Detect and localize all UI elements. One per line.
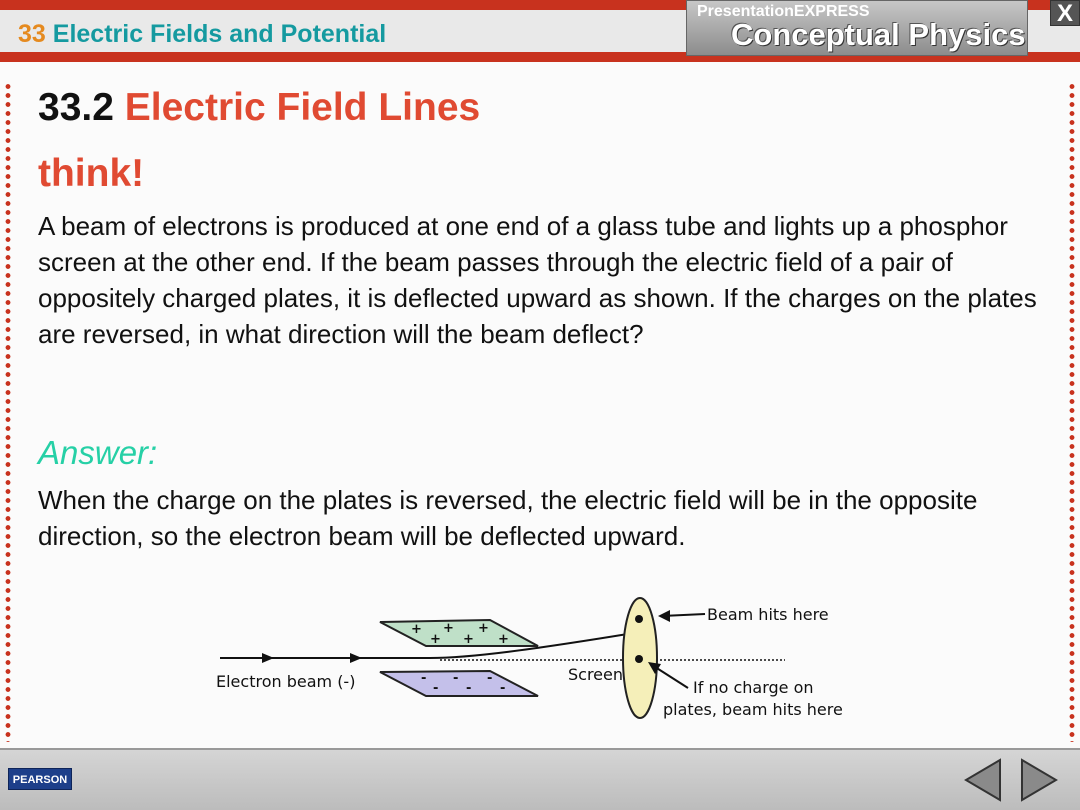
chapter-title [18,20,386,49]
pearson-logo: PEARSON [8,768,72,790]
close-button[interactable]: X [1050,0,1080,26]
section-number: 33.2 [38,86,114,129]
beam-hit-dot [635,615,643,623]
question-text: A beam of electrons is produced at one end of a glass tube and lights up a phosphor screen at the other end. If the beam passes through the electric field of a pair of oppositely charged plates, it is deflected upward as shown. If the charges on the plates are reversed, in what direction will the beam deflect? [38,211,1037,349]
no-charge-label-line1: If no charge on [693,678,814,697]
slide-content [0,62,1080,748]
negative-plate [380,671,538,696]
plus-sign: + [443,621,454,636]
minus-sign: - [433,681,439,696]
footer-bar [0,748,1080,810]
brand-logo [686,0,1028,56]
no-charge-hit-dot [635,655,643,663]
beam-arrow-icon [262,653,274,663]
plus-sign: + [478,621,489,636]
right-dotted-border [1069,82,1075,742]
minus-sign: - [487,671,493,686]
previous-slide-button[interactable] [962,758,1004,802]
slide-title [38,86,480,130]
electron-beam-diagram [200,590,880,730]
minus-sign: - [453,671,459,686]
beam-arrow-icon [350,653,362,663]
plus-sign: + [463,632,474,647]
chapter-name: Electric Fields and Potential [52,20,387,48]
answer-text: When the charge on the plates is reversed, the electric field will be in the opposite direction, so the electron beam will be deflected upward. [38,485,978,551]
section-title: Electric Field Lines [124,86,481,129]
plus-sign: + [411,622,422,637]
positive-plate [380,620,538,646]
brand-title: Conceptual Physics [731,17,1026,52]
no-charge-label-line2: plates, beam hits here [663,700,843,719]
minus-sign: - [421,671,427,686]
brand-bold: EXPRESS [793,3,870,20]
think-label: think! [38,152,145,195]
minus-sign: - [466,681,472,696]
next-slide-button[interactable] [1018,758,1060,802]
chapter-number: 33 [18,20,46,48]
plus-sign: + [430,632,441,647]
screen-label: Screen [568,665,624,684]
triangle-left-icon [966,760,1000,800]
brand-prefix: Presentation [697,3,794,20]
electron-beam-label: Electron beam (-) [216,672,356,691]
answer-label: Answer: [38,434,158,471]
beam-hits-label: Beam hits here [707,605,829,624]
header-bar [0,0,1080,62]
left-dotted-border [5,82,11,742]
triangle-right-icon [1022,760,1056,800]
pointer-arrow-icon [658,610,670,622]
minus-sign: - [500,681,506,696]
plus-sign: + [498,632,509,647]
